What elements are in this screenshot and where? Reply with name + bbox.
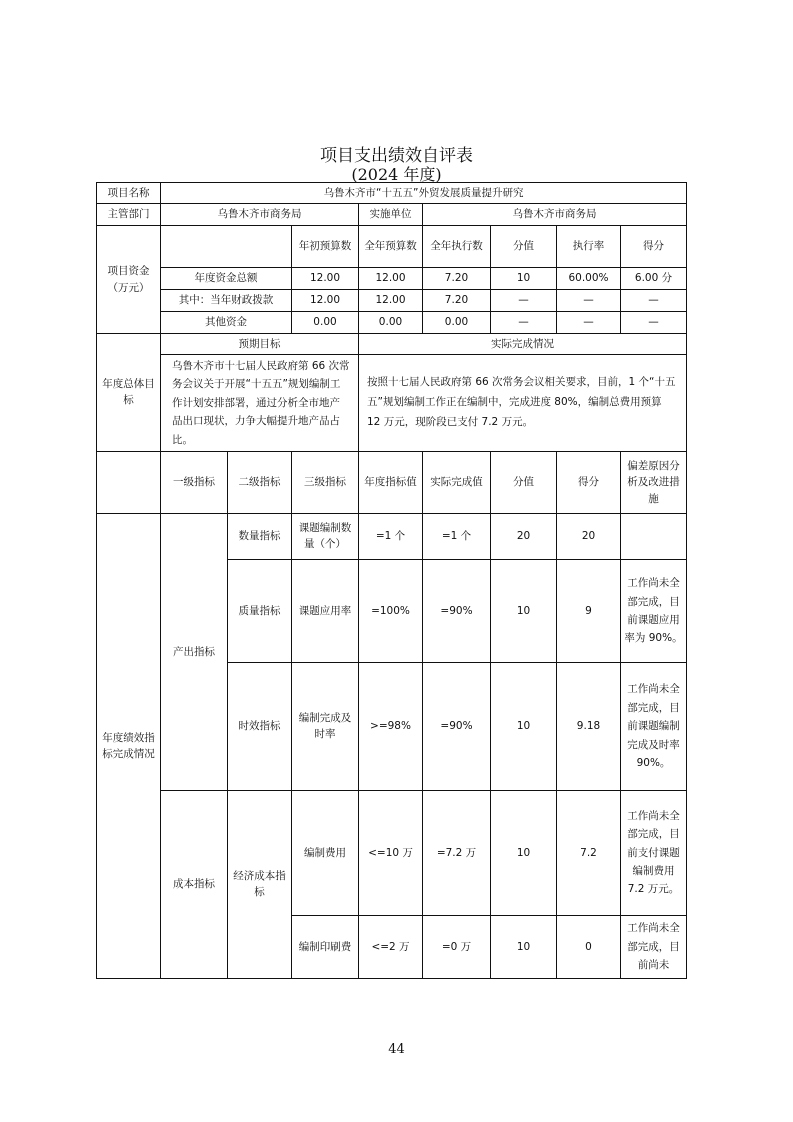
- expected-goal-text: 乌鲁木齐市十七届人民政府第 66 次常务会议关于开展“十五五”规划编制工作计划安排部署，通过分析全市地产品出口现状，力争大幅提升地产品占比。: [161, 355, 359, 452]
- indicator-header-blank: [97, 451, 161, 513]
- indicator-row: [97, 790, 687, 915]
- level2-cell: 数量指标: [228, 513, 292, 559]
- target-cell: =1 个: [359, 513, 423, 559]
- indicator-header: 实际完成值: [423, 451, 491, 513]
- target-cell: =100%: [359, 559, 423, 662]
- level3-cell: 编制费用: [292, 790, 359, 915]
- funds-row-label: 其中：当年财政拨款: [161, 290, 292, 312]
- funds-header: 年初预算数: [292, 226, 359, 268]
- funds-cell: 12.00: [292, 268, 359, 290]
- page-number: 44: [388, 1042, 405, 1057]
- funds-cell: —: [491, 312, 557, 334]
- level2-cell: 质量指标: [228, 559, 292, 662]
- indicator-header: 二级指标: [228, 451, 292, 513]
- level1-cost: 成本指标: [161, 790, 228, 978]
- weight-cell: 10: [491, 559, 557, 662]
- indicator-header: 得分: [557, 451, 621, 513]
- funds-cell: —: [557, 312, 621, 334]
- note-cell: 工作尚未全部完成，目前支付课题编制费用 7.2 万元。: [621, 790, 687, 915]
- actual-cell: =90%: [423, 662, 491, 790]
- score-cell: 20: [557, 513, 621, 559]
- funds-header: 分值: [491, 226, 557, 268]
- dept-value: 乌鲁木齐市商务局: [161, 204, 359, 226]
- funds-cell: 6.00 分: [621, 268, 687, 290]
- funds-cell: 12.00: [359, 290, 423, 312]
- score-cell: 9: [557, 559, 621, 662]
- funds-cell: 60.00%: [557, 268, 621, 290]
- goals-header-row: [97, 334, 687, 355]
- funds-header-blank: [161, 226, 292, 268]
- dept-label: 主管部门: [97, 204, 161, 226]
- project-name-label: 项目名称: [97, 183, 161, 204]
- funds-cell: 0.00: [292, 312, 359, 334]
- project-name: 乌鲁木齐市“十五五”外贸发展质量提升研究: [161, 183, 687, 204]
- actual-cell: =90%: [423, 559, 491, 662]
- funds-row: [97, 268, 687, 290]
- indicator-section-label: 年度绩效指标完成情况: [97, 513, 161, 978]
- funds-cell: —: [491, 290, 557, 312]
- funds-cell: 12.00: [292, 290, 359, 312]
- funds-row: [97, 290, 687, 312]
- funds-header-row: [97, 226, 687, 268]
- actual-cell: =1 个: [423, 513, 491, 559]
- impl-label: 实施单位: [359, 204, 423, 226]
- funds-row-label: 其他资金: [161, 312, 292, 334]
- indicator-header-row: [97, 451, 687, 513]
- funds-cell: —: [621, 312, 687, 334]
- funds-cell: 12.00: [359, 268, 423, 290]
- funds-cell: 0.00: [359, 312, 423, 334]
- target-cell: >=98%: [359, 662, 423, 790]
- funds-row: [97, 312, 687, 334]
- score-cell: 0: [557, 915, 621, 978]
- goals-label: 年度总体目标: [97, 334, 161, 452]
- project-name-row: [97, 183, 687, 204]
- level2-cost: 经济成本指标: [228, 790, 292, 978]
- goals-content-row: [97, 355, 687, 452]
- expected-goal-label: 预期目标: [161, 334, 359, 355]
- actual-result-label: 实际完成情况: [359, 334, 687, 355]
- indicator-header: 分值: [491, 451, 557, 513]
- funds-row-label: 年度资金总额: [161, 268, 292, 290]
- department-row: [97, 204, 687, 226]
- score-cell: 7.2: [557, 790, 621, 915]
- indicator-row: [97, 513, 687, 559]
- performance-table: [96, 182, 687, 979]
- weight-cell: 10: [491, 662, 557, 790]
- note-cell: 工作尚未全部完成，目前尚未: [621, 915, 687, 978]
- note-cell: 工作尚未全部完成，目前课题应用率为 90%。: [621, 559, 687, 662]
- actual-cell: =7.2 万: [423, 790, 491, 915]
- weight-cell: 10: [491, 790, 557, 915]
- funds-cell: 10: [491, 268, 557, 290]
- level3-cell: 课题应用率: [292, 559, 359, 662]
- level3-cell: 课题编制数量（个）: [292, 513, 359, 559]
- indicator-header: 偏差原因分析及改进措施: [621, 451, 687, 513]
- weight-cell: 10: [491, 915, 557, 978]
- actual-result-text: 按照十七届人民政府第 66 次常务会议相关要求，目前，1 个“十五五”规划编制工作正在编制中，完成进度 80%，编制总费用预算 12 万元，现阶段已支付 7.2 万元。: [359, 355, 687, 452]
- note-cell: 工作尚未全部完成，目前课题编制完成及时率 90%。: [621, 662, 687, 790]
- weight-cell: 20: [491, 513, 557, 559]
- note-cell: [621, 513, 687, 559]
- funds-cell: 0.00: [423, 312, 491, 334]
- indicator-header: 一级指标: [161, 451, 228, 513]
- level1-output: 产出指标: [161, 513, 228, 790]
- funds-cell: —: [621, 290, 687, 312]
- level3-cell: 编制印刷费: [292, 915, 359, 978]
- indicator-header: 三级指标: [292, 451, 359, 513]
- impl-value: 乌鲁木齐市商务局: [423, 204, 687, 226]
- level3-cell: 编制完成及时率: [292, 662, 359, 790]
- target-cell: <=10 万: [359, 790, 423, 915]
- form-title: 项目支出绩效自评表: [320, 146, 473, 166]
- score-cell: 9.18: [557, 662, 621, 790]
- form-year: (2024 年度): [351, 165, 442, 184]
- funds-header: 执行率: [557, 226, 621, 268]
- target-cell: <=2 万: [359, 915, 423, 978]
- funds-header: 得分: [621, 226, 687, 268]
- actual-cell: =0 万: [423, 915, 491, 978]
- funds-header: 全年预算数: [359, 226, 423, 268]
- level2-cell: 时效指标: [228, 662, 292, 790]
- funds-cell: 7.20: [423, 268, 491, 290]
- indicator-header: 年度指标值: [359, 451, 423, 513]
- funds-label: 项目资金（万元）: [97, 226, 161, 334]
- funds-header: 全年执行数: [423, 226, 491, 268]
- funds-cell: —: [557, 290, 621, 312]
- funds-cell: 7.20: [423, 290, 491, 312]
